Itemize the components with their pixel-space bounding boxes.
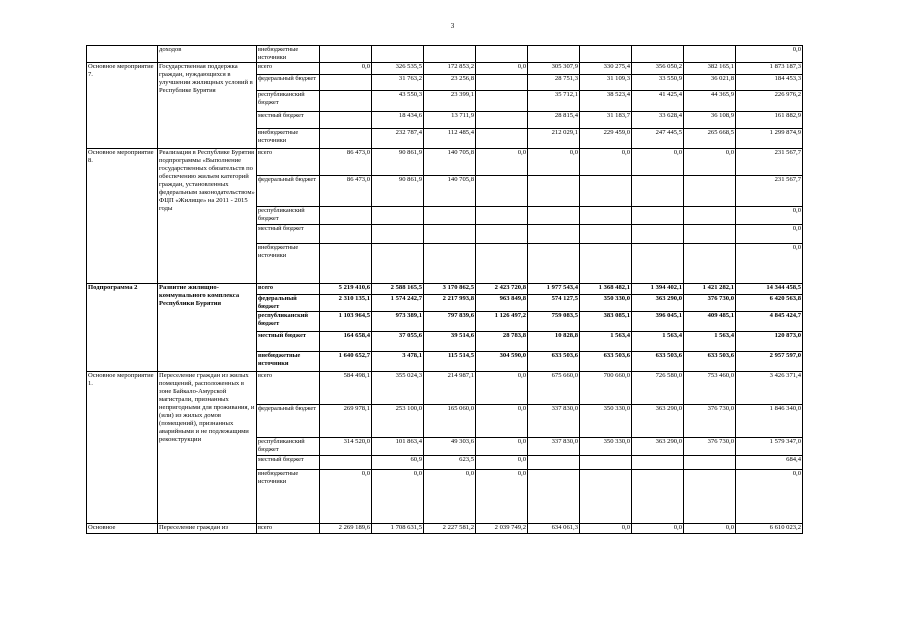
year-value-cell xyxy=(476,207,528,225)
year-value-cell: 60,9 xyxy=(372,456,424,470)
activity-title-cell: доходов xyxy=(158,46,257,63)
total-value-cell: 2 957 597,0 xyxy=(736,352,803,372)
total-value-cell: 0,0 xyxy=(736,46,803,63)
year-value-cell: 383 085,1 xyxy=(580,312,632,332)
activity-title-cell: Переселение граждан из xyxy=(158,524,257,534)
year-value-cell: 675 660,0 xyxy=(528,372,580,405)
year-value-cell xyxy=(580,456,632,470)
year-value-cell: 1 368 482,1 xyxy=(580,284,632,295)
year-value-cell: 1 574 242,7 xyxy=(372,295,424,312)
year-value-cell xyxy=(424,46,476,63)
year-value-cell xyxy=(372,207,424,225)
year-value-cell xyxy=(424,225,476,244)
activity-name-cell: Основное мероприятие 8. xyxy=(87,149,158,284)
year-value-cell xyxy=(320,207,372,225)
total-value-cell: 1 873 187,3 xyxy=(736,63,803,75)
year-value-cell: 1 563,4 xyxy=(684,332,736,352)
year-value-cell xyxy=(632,207,684,225)
year-value-cell xyxy=(320,46,372,63)
year-value-cell: 140 705,8 xyxy=(424,149,476,176)
year-value-cell: 33 628,4 xyxy=(632,112,684,129)
year-value-cell: 2 310 135,1 xyxy=(320,295,372,312)
year-value-cell: 726 580,0 xyxy=(632,372,684,405)
year-value-cell xyxy=(580,225,632,244)
page-number: 3 xyxy=(450,22,455,30)
total-value-cell: 3 426 371,4 xyxy=(736,372,803,405)
year-value-cell: 2 588 165,5 xyxy=(372,284,424,295)
year-value-cell: 140 705,8 xyxy=(424,176,476,207)
year-value-cell xyxy=(684,176,736,207)
year-value-cell: 18 434,6 xyxy=(372,112,424,129)
year-value-cell: 2 039 749,2 xyxy=(476,524,528,534)
table-row xyxy=(87,284,803,295)
year-value-cell: 0,0 xyxy=(424,470,476,524)
year-value-cell xyxy=(424,207,476,225)
total-value-cell: 184 453,3 xyxy=(736,75,803,91)
year-value-cell: 253 100,0 xyxy=(372,405,424,438)
funding-source-cell: местный бюджет xyxy=(257,225,320,244)
total-value-cell: 1 579 347,0 xyxy=(736,438,803,456)
year-value-cell: 0,0 xyxy=(684,149,736,176)
year-value-cell: 305 307,9 xyxy=(528,63,580,75)
total-value-cell: 14 344 458,5 xyxy=(736,284,803,295)
funding-source-cell: внебюджетные источники xyxy=(257,352,320,372)
year-value-cell xyxy=(684,470,736,524)
year-value-cell xyxy=(528,46,580,63)
year-value-cell: 700 660,0 xyxy=(580,372,632,405)
year-value-cell: 214 987,1 xyxy=(424,372,476,405)
total-value-cell: 0,0 xyxy=(736,470,803,524)
year-value-cell: 28 751,3 xyxy=(528,75,580,91)
funding-source-cell: республиканский бюджет xyxy=(257,312,320,332)
year-value-cell: 633 503,6 xyxy=(580,352,632,372)
year-value-cell: 0,0 xyxy=(476,405,528,438)
year-value-cell: 0,0 xyxy=(320,63,372,75)
year-value-cell: 212 029,1 xyxy=(528,129,580,149)
year-value-cell: 304 590,0 xyxy=(476,352,528,372)
year-value-cell: 0,0 xyxy=(476,438,528,456)
total-value-cell: 0,0 xyxy=(736,207,803,225)
year-value-cell: 1 563,4 xyxy=(632,332,684,352)
year-value-cell: 1 563,4 xyxy=(580,332,632,352)
funding-source-cell: республиканский бюджет xyxy=(257,91,320,112)
year-value-cell xyxy=(528,176,580,207)
year-value-cell xyxy=(476,225,528,244)
funding-source-cell: внебюджетные источники xyxy=(257,244,320,284)
year-value-cell: 28 783,8 xyxy=(476,332,528,352)
year-value-cell: 2 269 189,6 xyxy=(320,524,372,534)
year-value-cell: 1 421 282,1 xyxy=(684,284,736,295)
year-value-cell: 314 520,0 xyxy=(320,438,372,456)
year-value-cell xyxy=(632,225,684,244)
year-value-cell xyxy=(320,456,372,470)
total-value-cell: 231 567,7 xyxy=(736,176,803,207)
activity-name-cell: Основное мероприятие 7. xyxy=(87,63,158,149)
year-value-cell xyxy=(632,176,684,207)
activity-title-cell: Развитие жилищно-коммунального комплекса Республики Бурятия xyxy=(158,284,257,372)
year-value-cell: 633 503,6 xyxy=(684,352,736,372)
funding-source-cell: федеральный бюджет xyxy=(257,405,320,438)
year-value-cell xyxy=(476,176,528,207)
year-value-cell xyxy=(580,470,632,524)
funding-source-cell: всего xyxy=(257,524,320,534)
year-value-cell: 49 303,6 xyxy=(424,438,476,456)
year-value-cell xyxy=(528,244,580,284)
year-value-cell: 2 227 581,2 xyxy=(424,524,476,534)
year-value-cell: 350 330,0 xyxy=(580,295,632,312)
year-value-cell: 376 730,0 xyxy=(684,295,736,312)
year-value-cell: 43 550,3 xyxy=(372,91,424,112)
year-value-cell: 2 217 993,8 xyxy=(424,295,476,312)
funding-source-cell: федеральный бюджет xyxy=(257,75,320,91)
year-value-cell xyxy=(528,225,580,244)
year-value-cell: 112 485,4 xyxy=(424,129,476,149)
year-value-cell xyxy=(372,225,424,244)
funding-source-cell: всего xyxy=(257,63,320,75)
year-value-cell xyxy=(528,470,580,524)
year-value-cell: 39 514,6 xyxy=(424,332,476,352)
year-value-cell: 165 060,0 xyxy=(424,405,476,438)
year-value-cell xyxy=(580,207,632,225)
year-value-cell: 330 275,4 xyxy=(580,63,632,75)
year-value-cell: 247 445,5 xyxy=(632,129,684,149)
year-value-cell xyxy=(580,244,632,284)
total-value-cell: 6 610 023,2 xyxy=(736,524,803,534)
year-value-cell: 5 219 410,6 xyxy=(320,284,372,295)
table-row xyxy=(87,524,803,534)
year-value-cell: 0,0 xyxy=(476,149,528,176)
year-value-cell: 337 830,0 xyxy=(528,438,580,456)
year-value-cell: 0,0 xyxy=(632,149,684,176)
year-value-cell: 363 290,0 xyxy=(632,295,684,312)
year-value-cell: 326 535,5 xyxy=(372,63,424,75)
year-value-cell xyxy=(684,225,736,244)
year-value-cell: 35 712,1 xyxy=(528,91,580,112)
year-value-cell: 0,0 xyxy=(632,524,684,534)
year-value-cell: 376 730,0 xyxy=(684,438,736,456)
year-value-cell: 229 459,0 xyxy=(580,129,632,149)
year-value-cell: 1 977 543,4 xyxy=(528,284,580,295)
year-value-cell: 23 399,1 xyxy=(424,91,476,112)
year-value-cell: 31 109,3 xyxy=(580,75,632,91)
year-value-cell: 33 550,9 xyxy=(632,75,684,91)
year-value-cell: 376 730,0 xyxy=(684,405,736,438)
year-value-cell: 1 394 402,1 xyxy=(632,284,684,295)
year-value-cell: 10 828,8 xyxy=(528,332,580,352)
year-value-cell: 350 330,0 xyxy=(580,438,632,456)
year-value-cell xyxy=(372,244,424,284)
total-value-cell: 1 846 340,0 xyxy=(736,405,803,438)
year-value-cell: 31 183,7 xyxy=(580,112,632,129)
table-row xyxy=(87,46,803,63)
year-value-cell xyxy=(320,244,372,284)
year-value-cell: 634 061,3 xyxy=(528,524,580,534)
year-value-cell: 0,0 xyxy=(476,470,528,524)
year-value-cell xyxy=(632,456,684,470)
year-value-cell: 1 103 964,5 xyxy=(320,312,372,332)
year-value-cell: 337 830,0 xyxy=(528,405,580,438)
year-value-cell: 38 523,4 xyxy=(580,91,632,112)
year-value-cell: 41 425,4 xyxy=(632,91,684,112)
total-value-cell: 6 420 563,8 xyxy=(736,295,803,312)
year-value-cell: 1 708 631,5 xyxy=(372,524,424,534)
total-value-cell: 4 845 424,7 xyxy=(736,312,803,332)
total-value-cell: 231 567,7 xyxy=(736,149,803,176)
year-value-cell: 37 055,6 xyxy=(372,332,424,352)
year-value-cell: 797 839,6 xyxy=(424,312,476,332)
activity-name-cell: Подпрограмма 2 xyxy=(87,284,158,372)
total-value-cell: 161 882,9 xyxy=(736,112,803,129)
year-value-cell xyxy=(684,207,736,225)
funding-source-cell: федеральный бюджет xyxy=(257,295,320,312)
year-value-cell: 0,0 xyxy=(476,456,528,470)
year-value-cell: 574 127,5 xyxy=(528,295,580,312)
total-value-cell: 684,4 xyxy=(736,456,803,470)
year-value-cell: 164 658,4 xyxy=(320,332,372,352)
year-value-cell xyxy=(372,46,424,63)
year-value-cell: 753 460,0 xyxy=(684,372,736,405)
funding-source-cell: республиканский бюджет xyxy=(257,438,320,456)
year-value-cell xyxy=(424,244,476,284)
year-value-cell: 31 763,2 xyxy=(372,75,424,91)
year-value-cell xyxy=(320,225,372,244)
year-value-cell: 963 849,8 xyxy=(476,295,528,312)
year-value-cell: 1 640 652,7 xyxy=(320,352,372,372)
year-value-cell: 28 815,4 xyxy=(528,112,580,129)
year-value-cell: 0,0 xyxy=(320,470,372,524)
activity-title-cell: Переселение граждан из жилых помещений, расположенных в зоне Байкало-Амурской магистрали, признанных непригодными для проживания, и (или) из жилых домов (помещений), признанных аварийными и не подлежащими реконструкции xyxy=(158,372,257,524)
year-value-cell: 265 668,5 xyxy=(684,129,736,149)
year-value-cell: 363 290,0 xyxy=(632,405,684,438)
funding-source-cell: республиканский бюджет xyxy=(257,207,320,225)
year-value-cell: 0,0 xyxy=(580,149,632,176)
funding-source-cell: местный бюджет xyxy=(257,332,320,352)
year-value-cell: 90 861,9 xyxy=(372,149,424,176)
year-value-cell: 86 473,0 xyxy=(320,149,372,176)
activity-name-cell: Основное мероприятие 1. xyxy=(87,372,158,524)
funding-source-cell: всего xyxy=(257,149,320,176)
year-value-cell: 269 978,1 xyxy=(320,405,372,438)
year-value-cell xyxy=(476,75,528,91)
year-value-cell: 3 478,1 xyxy=(372,352,424,372)
year-value-cell xyxy=(632,244,684,284)
year-value-cell: 633 503,6 xyxy=(632,352,684,372)
year-value-cell: 633 503,6 xyxy=(528,352,580,372)
year-value-cell: 584 498,1 xyxy=(320,372,372,405)
year-value-cell: 0,0 xyxy=(580,524,632,534)
funding-source-cell: местный бюджет xyxy=(257,112,320,129)
year-value-cell: 90 861,9 xyxy=(372,176,424,207)
table-row xyxy=(87,372,803,405)
year-value-cell xyxy=(684,46,736,63)
year-value-cell xyxy=(632,46,684,63)
year-value-cell: 382 165,1 xyxy=(684,63,736,75)
year-value-cell xyxy=(580,46,632,63)
funding-source-cell: всего xyxy=(257,284,320,295)
total-value-cell: 120 873,0 xyxy=(736,332,803,352)
year-value-cell xyxy=(320,91,372,112)
year-value-cell: 115 514,5 xyxy=(424,352,476,372)
year-value-cell xyxy=(528,207,580,225)
year-value-cell: 356 050,2 xyxy=(632,63,684,75)
activity-name-cell: Основное xyxy=(87,524,158,534)
funding-source-cell: федеральный бюджет xyxy=(257,176,320,207)
year-value-cell: 0,0 xyxy=(476,372,528,405)
year-value-cell: 232 787,4 xyxy=(372,129,424,149)
year-value-cell: 0,0 xyxy=(528,149,580,176)
year-value-cell: 0,0 xyxy=(372,470,424,524)
year-value-cell: 2 423 720,8 xyxy=(476,284,528,295)
total-value-cell: 226 976,2 xyxy=(736,91,803,112)
year-value-cell: 172 853,2 xyxy=(424,63,476,75)
year-value-cell: 350 330,0 xyxy=(580,405,632,438)
year-value-cell xyxy=(632,470,684,524)
year-value-cell: 101 863,4 xyxy=(372,438,424,456)
activity-name-cell xyxy=(87,46,158,63)
year-value-cell: 759 083,5 xyxy=(528,312,580,332)
year-value-cell: 396 045,1 xyxy=(632,312,684,332)
year-value-cell xyxy=(320,112,372,129)
total-value-cell: 0,0 xyxy=(736,225,803,244)
year-value-cell: 86 473,0 xyxy=(320,176,372,207)
year-value-cell: 3 170 862,5 xyxy=(424,284,476,295)
year-value-cell: 973 389,1 xyxy=(372,312,424,332)
year-value-cell: 44 365,9 xyxy=(684,91,736,112)
year-value-cell: 355 024,3 xyxy=(372,372,424,405)
activity-title-cell: Государственная поддержка граждан, нуждающихся в улучшении жилищных условий в Республике Бурятия xyxy=(158,63,257,149)
year-value-cell: 36 021,8 xyxy=(684,75,736,91)
budget-table xyxy=(86,45,803,534)
year-value-cell xyxy=(476,91,528,112)
table-row xyxy=(87,149,803,176)
year-value-cell xyxy=(580,176,632,207)
funding-source-cell: всего xyxy=(257,372,320,405)
year-value-cell xyxy=(476,46,528,63)
year-value-cell xyxy=(320,75,372,91)
year-value-cell: 0,0 xyxy=(476,63,528,75)
year-value-cell: 409 485,1 xyxy=(684,312,736,332)
total-value-cell: 1 299 874,9 xyxy=(736,129,803,149)
year-value-cell: 0,0 xyxy=(684,524,736,534)
year-value-cell xyxy=(684,244,736,284)
year-value-cell: 36 108,9 xyxy=(684,112,736,129)
table-row xyxy=(87,63,803,75)
year-value-cell xyxy=(528,456,580,470)
year-value-cell xyxy=(476,112,528,129)
funding-source-cell: местный бюджет xyxy=(257,456,320,470)
year-value-cell: 13 711,9 xyxy=(424,112,476,129)
year-value-cell xyxy=(684,456,736,470)
year-value-cell: 23 256,8 xyxy=(424,75,476,91)
year-value-cell xyxy=(476,129,528,149)
year-value-cell: 1 126 497,2 xyxy=(476,312,528,332)
year-value-cell: 363 290,0 xyxy=(632,438,684,456)
total-value-cell: 0,0 xyxy=(736,244,803,284)
funding-source-cell: внебюджетные источники xyxy=(257,129,320,149)
year-value-cell: 623,5 xyxy=(424,456,476,470)
activity-title-cell: Реализация в Республике Бурятия подпрограммы «Выполнение государственных обязательств по обеспечению жильем категорий граждан, установленных федеральным законодательством» ФЦП «Жилище» на 2011 - 2015 годы xyxy=(158,149,257,284)
year-value-cell xyxy=(320,129,372,149)
funding-source-cell: внебюджетные источники xyxy=(257,46,320,63)
funding-source-cell: внебюджетные источники xyxy=(257,470,320,524)
year-value-cell xyxy=(476,244,528,284)
